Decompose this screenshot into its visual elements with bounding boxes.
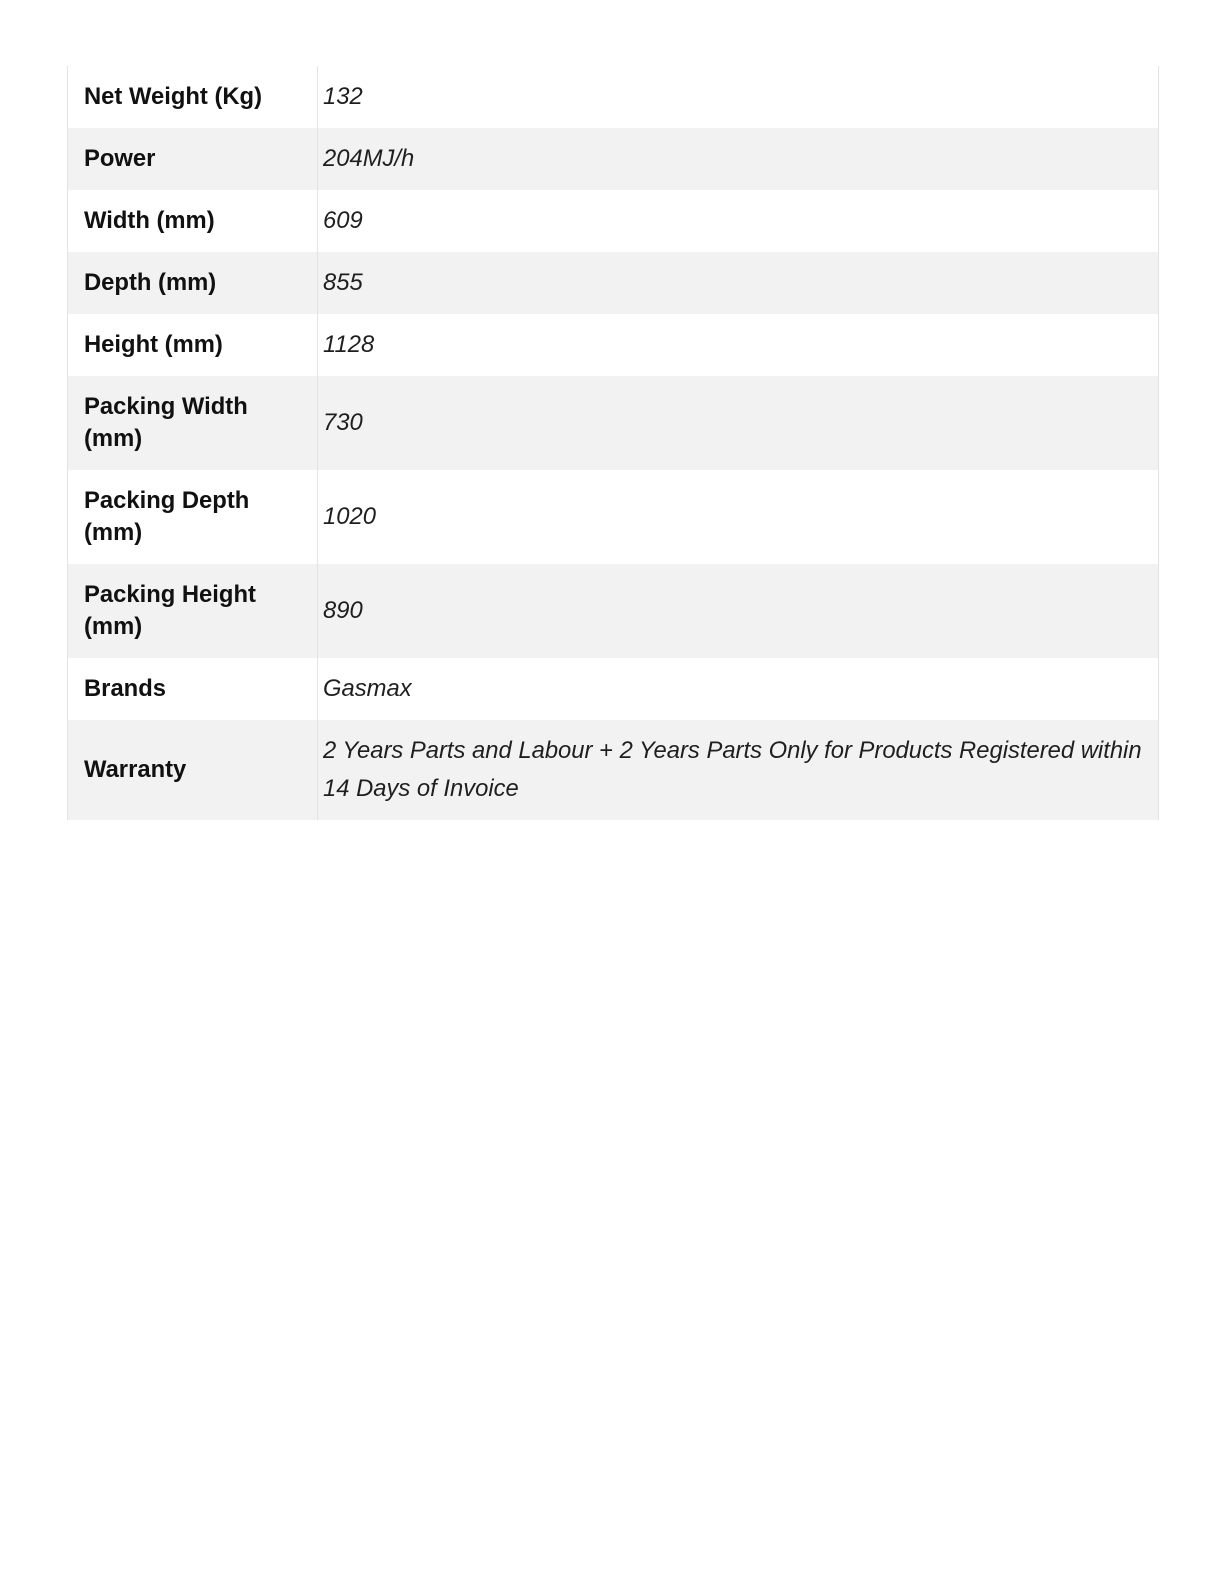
spec-value: Gasmax — [323, 675, 412, 702]
spec-value: 204MJ/h — [323, 145, 415, 172]
spec-label: Packing Height (mm) — [68, 564, 318, 658]
spec-value: 609 — [323, 207, 363, 234]
spec-value: 855 — [323, 269, 363, 296]
spec-label: Net Weight (Kg) — [68, 66, 318, 128]
spec-label: Depth (mm) — [68, 252, 318, 314]
table-row — [68, 470, 1159, 564]
table-row — [68, 66, 1159, 128]
table-row — [68, 564, 1159, 658]
table-row — [68, 376, 1159, 470]
table-row — [68, 190, 1159, 252]
spec-label: Power — [68, 128, 318, 190]
spec-table-body — [68, 66, 1159, 820]
spec-value: 2 Years Parts and Labour + 2 Years Parts Only for Products Registered within 14 Days of Invoice — [323, 737, 1142, 802]
spec-value: 1128 — [323, 331, 375, 358]
product-specifications-table — [67, 66, 1159, 820]
table-row — [68, 128, 1159, 190]
spec-value: 890 — [323, 597, 363, 624]
table-row — [68, 720, 1159, 820]
spec-label: Warranty — [68, 720, 318, 820]
spec-label: Brands — [68, 658, 318, 720]
spec-label: Packing Depth (mm) — [68, 470, 318, 564]
spec-value: 730 — [323, 409, 363, 436]
spec-label: Height (mm) — [68, 314, 318, 376]
spec-label: Packing Width (mm) — [68, 376, 318, 470]
spec-label: Width (mm) — [68, 190, 318, 252]
spec-value: 1020 — [323, 503, 376, 530]
table-row — [68, 252, 1159, 314]
table-row — [68, 314, 1159, 376]
table-row — [68, 658, 1159, 720]
spec-value: 132 — [323, 83, 363, 110]
